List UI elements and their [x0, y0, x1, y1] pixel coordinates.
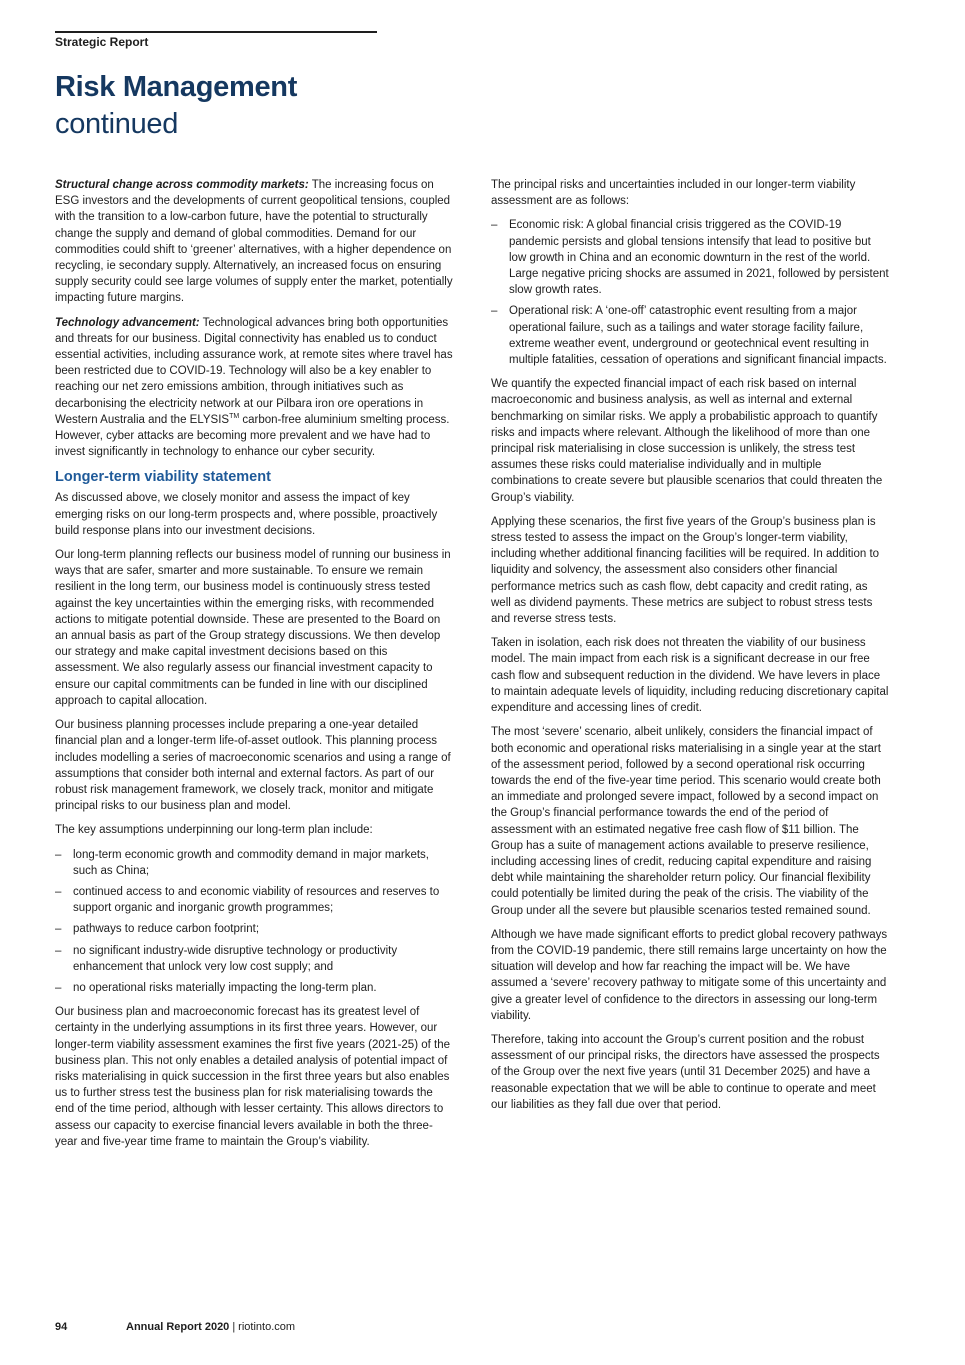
paragraph-lead: Structural change across commodity markets:: [55, 179, 309, 191]
paragraph: Our business planning processes include preparing a one-year detailed financial plan and a longer-term life-of-asset outlook. This planning process includes modelling a series of macroeconomic scenarios and using a range of assumptions that consider both internal and external factors. As part of our robust risk management framework, we closely track, monitor and mitigate principal risks to our business plan and model.: [55, 719, 451, 813]
list-item: [55, 980, 453, 996]
paragraph: Our long-term planning reflects our business model of running our business in ways that are safer, smarter and more sustainable. To ensure we remain resilient in the long term, our business model is continuously stress tested against the key uncertainties within the emerging risks, with recommended actions to mitigate potential downside. These are presented to the Board on an annual basis as part of the Group strategy discussions. We then develop our strategy and make capital investment decisions based on this assessment. We also regularly assess our financial investment capacity to ensure our capital commitments can be funded in line with our disciplined approach to capital allocation.: [55, 549, 451, 707]
paragraph: Therefore, taking into account the Group’s current position and the robust assessment of our principal risks, the directors have assessed the prospects of the Group over the next five years (until 31 December 2025) and have a reasonable expectation that we will be able to continue to operate and meet our liabilities as they fall due over that period.: [491, 1033, 880, 1111]
risks-list: [491, 217, 889, 368]
dash-bullet: –: [55, 981, 62, 994]
page-number: 94: [55, 1321, 68, 1333]
paragraph: The most ‘severe’ scenario, albeit unlikely, considers the financial impact of both economic and operational risks materialising in a single year at the start of the assessment period, followed by a second operational risk occurring towards the end of the five-year time period. This scenario would create both an immediate and prolonged severe impact, followed by a second impact on the Group’s financial performance towards the end of the period of assessment with an estimated negative free cash flow of $11 billion. The Group has a suite of management actions available to preserve resilience, including accessing lines of credit, reducing capital expenditure and raising debt while maintaining the shareholder return policy. Our financial flexibility could potentially be limited during the peak of the crisis. The viability of the Group under all the severe but plausible scenarios tested remained sound.: [491, 726, 881, 917]
list-item: [55, 943, 453, 975]
paragraph-text: Technological advances bring both opportunities and threats for our business. Digital connectivity has enabled us to conduct essential activities, including assurance work, at remote sites where travel has been restricted due to COVID-19. Technology will also be a key enabler to reaching our net zero emissions ambition, through initiatives such as decarbonising the electricity network at our Pilbara iron ore operations in Western Australia and the ELYSIS: [55, 316, 453, 426]
list-item: [55, 847, 453, 879]
paragraph: Although we have made significant efforts to predict global recovery pathways from the COVID-19 pandemic, there still remains large uncertainty on how the situation will develop and how far reaching the impact will be. We have assumed a ‘severe’ recovery pathway to mitigate some of this uncertainty and give a greater level of confidence to the directors in assessing our long-term viability.: [491, 928, 888, 1022]
dash-bullet: –: [491, 219, 498, 232]
page-title: Risk Management: [55, 71, 298, 103]
list-item: [55, 884, 453, 916]
section-label: Strategic Report: [55, 35, 149, 49]
right-column: [491, 177, 889, 1121]
list-item: [491, 217, 889, 298]
paragraph-lead: Technology advancement:: [55, 316, 200, 329]
paragraph: The principal risks and uncertainties included in our longer-term viability assessment are as follows:: [491, 179, 856, 208]
paragraph: As discussed above, we closely monitor and assess the impact of key emerging risks on our long-term prospects and, where possible, proactively build response plans into our investment decisions.: [55, 492, 438, 537]
dash-bullet: –: [55, 885, 62, 898]
website-link[interactable]: riotinto.com: [238, 1321, 296, 1333]
dash-bullet: –: [55, 923, 62, 936]
paragraph: Our business plan and macroeconomic forecast has its greatest level of certainty in the underlying assumptions in its first three years. However, our longer-term viability assessment examines the first five years (2021-25) of the business plan. This not only enables a detailed analysis of potential impact of risks materialising in quick succession in the first three years but also enables us to further stress test the business plan for risk materialising towards the end of the time period, although with lesser certainty. This allows directors to assess our capacity to exercise financial levers available in both the three-year and five-year time frame to maintain the Group’s viability.: [55, 1006, 450, 1148]
list-item-text: no operational risks materially impacting the long-term plan.: [73, 981, 377, 994]
list-item-text: long-term economic growth and commodity demand in major markets, such as China;: [73, 848, 430, 877]
page-subtitle: continued: [55, 108, 179, 140]
assumptions-list: [55, 847, 453, 997]
page-footer: [55, 1321, 295, 1333]
dash-bullet: –: [55, 848, 62, 861]
dash-bullet: –: [491, 305, 498, 318]
list-item-text: Operational risk: A ‘one-off’ catastrophic event resulting from a major operational failure, such as a tailings and water storage facility failure, extreme weather event, underground or geotechnical event resulting in multiple fatalities, cessation of operations and significant financial impacts.: [509, 305, 887, 367]
paragraph: The key assumptions underpinning our long-term plan include:: [55, 824, 373, 837]
dash-bullet: –: [55, 944, 62, 957]
section-heading: Longer-term viability statement: [55, 469, 271, 486]
trademark-superscript: TM: [229, 412, 240, 420]
paragraph: Applying these scenarios, the first five years of the Group’s business plan is stress tested to assess the impact on the Group’s longer-term viability, including whether additional financing facilities will be required. In addition to liquidity and solvency, the assessment also considers other financial performance metrics such as cash flow, debt capacity and credit rating, as well as dividend payments. These metrics are subject to robust stress tests and reverse stress tests.: [491, 515, 880, 626]
list-item: [491, 303, 889, 368]
list-item-text: continued access to and economic viability of resources and reserves to support organic and inorganic growth programmes;: [73, 885, 440, 915]
report-name: Annual Report 2020: [126, 1321, 230, 1333]
paragraph-text: carbon-free aluminium smelting process. However, cyber attacks are becoming more prevalent and we have had to invest significantly in technology to enhance our cyber security.: [55, 413, 450, 459]
list-item-text: no significant industry-wide disruptive technology or productivity enhancement that unlock very low cost supply; and: [73, 944, 398, 973]
header-rule: [55, 31, 377, 33]
list-item-text: Economic risk: A global financial crisis triggered as the COVID-19 pandemic persists and global tensions intensify that lead to positive but low growth in China and an economic downturn in the rest of the world. Large negative pricing shocks are assumed in 2021, followed by persistent slow growth rates.: [509, 219, 889, 297]
list-item: [55, 921, 453, 937]
paragraph: Taken in isolation, each risk does not threaten the viability of our business model. The main impact from each risk is a significant decrease in our free cash flow and subsequent reduction in the dividend. We have levers in place to maintain adequate levels of liquidity, including reducing discretionary capital expenditure and accessing lines of credit.: [491, 637, 889, 715]
list-item-text: pathways to reduce carbon footprint;: [73, 923, 260, 936]
paragraph-text: The increasing focus on ESG investors and the developments of current geopolitical tensions, coupled with the transition to a low-carbon future, have the potential to structurally change the supply and demand of global commodities. Demand for our commodities could shift to ‘greener’ alternatives, with a higher dependence on recycling, ie secondary supply. Alternatively, an increased focus on ensuring supply security could see large volumes of supply enter the market, potentially impacting future margins.: [55, 179, 453, 305]
footer-separator: |: [232, 1321, 236, 1333]
left-column: [55, 177, 453, 1158]
paragraph: We quantify the expected financial impact of each risk based on internal macroeconomic and business analysis, as well as internal and external benchmarking on similar risks. We apply a probabilistic approach to quantify risks and impacts where relevant. Although the likelihood of more than one principal risk materialising in close succession is unlikely, the stress test assumes these risks could materialise individually and in multiple combinations to create severe but plausible scenarios that could threaten the Group’s viability.: [491, 378, 883, 504]
paragraph-technology: [55, 315, 453, 461]
paragraph-structural-change: [55, 177, 453, 307]
